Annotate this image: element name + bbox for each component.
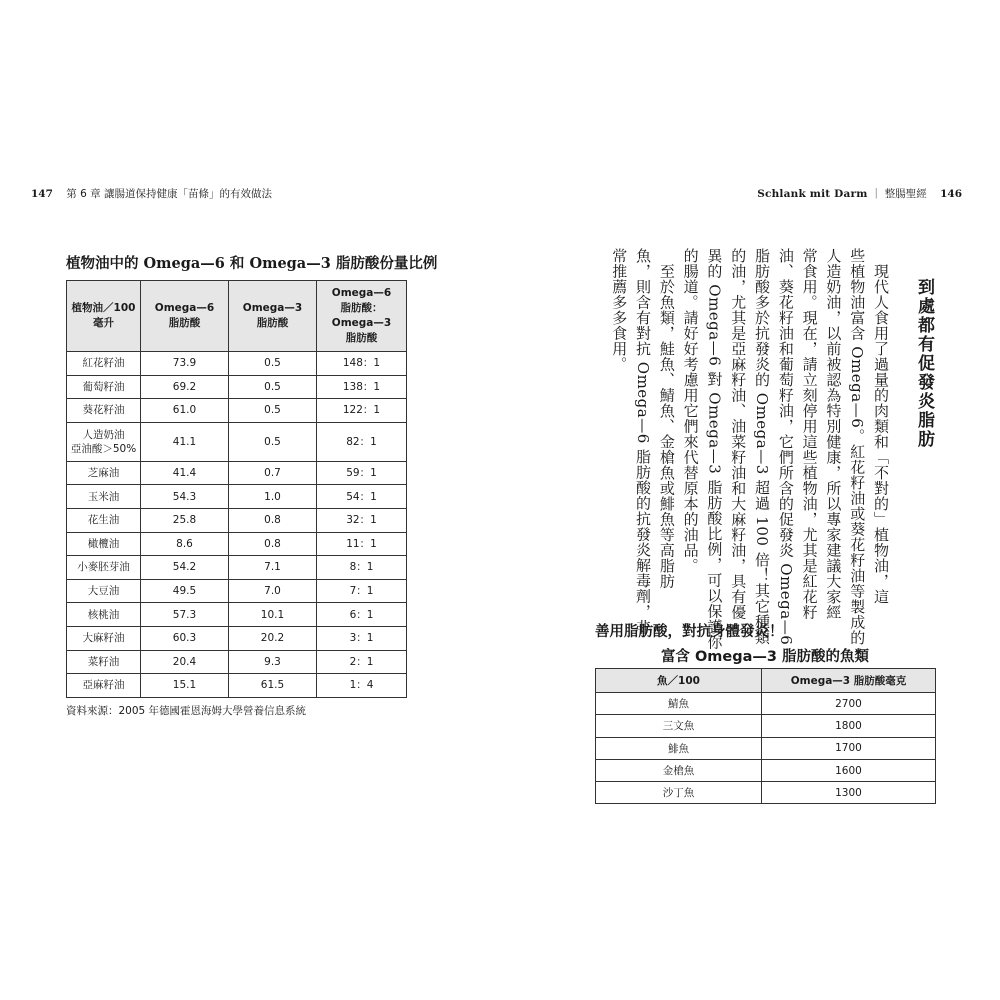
article-line: 的腸道。請好好考慮用它們來代替原本的油品。 (681, 248, 700, 574)
table-cell: 57.3 (141, 603, 229, 627)
table-cell: 54：1 (317, 485, 407, 509)
article-line: 的油，尤其是亞麻籽油、油菜籽油和大麻籽油，具有優 (729, 248, 748, 620)
table-cell: 紅花籽油 (67, 352, 141, 376)
table-cell: 41.1 (141, 422, 229, 461)
fish-table-body (596, 693, 936, 804)
table-cell: 葡萄籽油 (67, 375, 141, 399)
table-cell: 亞麻籽油 (67, 674, 141, 698)
table-cell: 0.5 (229, 399, 317, 423)
fish-table-title: 富含 Omega—3 脂肪酸的魚類 (660, 649, 870, 665)
table-row (67, 352, 407, 376)
right-page-number: 146 (940, 188, 962, 200)
table-cell: 1600 (762, 759, 936, 781)
table-row (596, 715, 936, 737)
section-title: 善用脂肪酸，對抗身體發炎！ (595, 624, 784, 640)
article-line: 脂肪酸多於抗發炎的 Omega—3 超過 100 倍！其它種類 (753, 248, 772, 645)
table-row (67, 650, 407, 674)
table-cell: 0.5 (229, 352, 317, 376)
table-row (67, 626, 407, 650)
table-cell: 49.5 (141, 579, 229, 603)
table-row (67, 375, 407, 399)
table-cell: 芝麻油 (67, 461, 141, 485)
table-cell: 菜籽油 (67, 650, 141, 674)
article-line: 人造奶油，以前被認為特別健康，所以專家建議大家經 (824, 248, 843, 620)
table-cell: 54.2 (141, 556, 229, 580)
table-cell: 10.1 (229, 603, 317, 627)
right-page-header (757, 186, 962, 201)
oil-table-header-cell: Omega—6 脂肪酸： Omega—3 脂肪酸 (317, 281, 407, 352)
left-page-header (31, 186, 272, 201)
oil-table-header-row (67, 281, 407, 352)
table-cell: 小麥胚芽油 (67, 556, 141, 580)
table-row (67, 485, 407, 509)
table-cell: 橄欖油 (67, 532, 141, 556)
table-row (67, 556, 407, 580)
oil-table-body (67, 352, 407, 698)
table-cell: 1：4 (317, 674, 407, 698)
fish-table (595, 668, 936, 804)
table-cell: 0.5 (229, 375, 317, 399)
table-row (67, 603, 407, 627)
table-cell: 61.0 (141, 399, 229, 423)
table-cell: 2：1 (317, 650, 407, 674)
table-cell: 7.1 (229, 556, 317, 580)
table-row (596, 759, 936, 781)
table-cell: 54.3 (141, 485, 229, 509)
table-cell: 0.8 (229, 508, 317, 532)
article-line: 至於魚類，鮭魚、鯖魚、金槍魚或鯡魚等高脂肪 (657, 248, 676, 589)
table-cell: 82：1 (317, 422, 407, 461)
table-cell: 1300 (762, 782, 936, 804)
table-cell: 122：1 (317, 399, 407, 423)
table-cell: 69.2 (141, 375, 229, 399)
table-cell: 0.5 (229, 422, 317, 461)
header-separator: ｜ (870, 188, 882, 200)
table-cell: 73.9 (141, 352, 229, 376)
table-cell: 20.4 (141, 650, 229, 674)
table-row (596, 782, 936, 804)
table-cell: 1700 (762, 737, 936, 759)
table-cell: 15.1 (141, 674, 229, 698)
table-row (596, 737, 936, 759)
table-row (67, 579, 407, 603)
article-line: 常食用。現在，請立刻停用這些植物油，尤其是紅花籽 (800, 248, 819, 620)
table-cell: 核桃油 (67, 603, 141, 627)
article-line: 異的 Omega—6 對 Omega—3 脂肪酸比例，可以保護你 (705, 248, 724, 651)
table-cell: 7.0 (229, 579, 317, 603)
table-cell: 138：1 (317, 375, 407, 399)
article-line: 油、葵花籽油和葡萄籽油，它們所含的促發炎 Omega—6 (776, 248, 795, 646)
table-cell: 32：1 (317, 508, 407, 532)
table-cell: 25.8 (141, 508, 229, 532)
article-line: 魚，則含有對抗 Omega—6 脂肪酸的抗發炎解毒劑，非 (634, 248, 653, 636)
oil-table (66, 280, 407, 698)
table-cell: 花生油 (67, 508, 141, 532)
left-page-number: 147 (31, 188, 53, 200)
article-heading: 到處都有促發炎脂肪 (914, 278, 934, 449)
data-source-note: 資料來源：2005 年德國霍恩海姆大學營養信息系統 (66, 705, 307, 717)
table-cell: 6：1 (317, 603, 407, 627)
table-cell: 148：1 (317, 352, 407, 376)
article-line: 常推薦多多食用。 (610, 248, 629, 372)
table-cell: 20.2 (229, 626, 317, 650)
oil-table-header-cell: Omega—6 脂肪酸 (141, 281, 229, 352)
table-row (67, 399, 407, 423)
table-cell: 沙丁魚 (596, 782, 762, 804)
table-cell: 3：1 (317, 626, 407, 650)
table-cell: 9.3 (229, 650, 317, 674)
table-cell: 葵花籽油 (67, 399, 141, 423)
table-cell: 7：1 (317, 579, 407, 603)
article-line: 現代人食用了過量的肉類和「不對的」植物油，這 (872, 248, 890, 605)
table-cell: 60.3 (141, 626, 229, 650)
table-cell: 大麻籽油 (67, 626, 141, 650)
table-cell: 8.6 (141, 532, 229, 556)
table-cell: 59：1 (317, 461, 407, 485)
table-cell: 41.4 (141, 461, 229, 485)
table-row (67, 508, 407, 532)
book-subtitle: 整腸聖經 (884, 188, 927, 200)
table-cell: 0.8 (229, 532, 317, 556)
table-cell: 61.5 (229, 674, 317, 698)
fish-table-header-row (596, 669, 936, 693)
oil-table-header-cell: Omega—3 脂肪酸 (229, 281, 317, 352)
table-cell: 2700 (762, 693, 936, 715)
table-row (67, 674, 407, 698)
table-cell: 鯖魚 (596, 693, 762, 715)
table-row (67, 461, 407, 485)
table-cell: 1.0 (229, 485, 317, 509)
table-cell: 8：1 (317, 556, 407, 580)
table-cell: 三文魚 (596, 715, 762, 737)
fish-table-header-cell: Omega—3 脂肪酸毫克 (762, 669, 936, 693)
oil-table-title: 植物油中的 Omega—6 和 Omega—3 脂肪酸份量比例 (66, 255, 438, 272)
table-row (67, 532, 407, 556)
table-row (596, 693, 936, 715)
table-cell: 11：1 (317, 532, 407, 556)
table-cell: 玉米油 (67, 485, 141, 509)
table-cell: 鯡魚 (596, 737, 762, 759)
oil-table-header-cell: 植物油／100 毫升 (67, 281, 141, 352)
table-cell: 人造奶油 亞油酸＞50% (67, 422, 141, 461)
table-cell: 1800 (762, 715, 936, 737)
chapter-title: 第 6 章 讓腸道保持健康「苗條」的有效做法 (66, 188, 272, 200)
fish-table-header-cell: 魚／100 (596, 669, 762, 693)
article-line: 些植物油富含 Omega—6。紅花籽油或葵花籽油等製成的 (848, 248, 867, 646)
table-row (67, 422, 407, 461)
table-cell: 0.7 (229, 461, 317, 485)
table-cell: 大豆油 (67, 579, 141, 603)
book-title: Schlank mit Darm (757, 188, 868, 200)
table-cell: 金槍魚 (596, 759, 762, 781)
